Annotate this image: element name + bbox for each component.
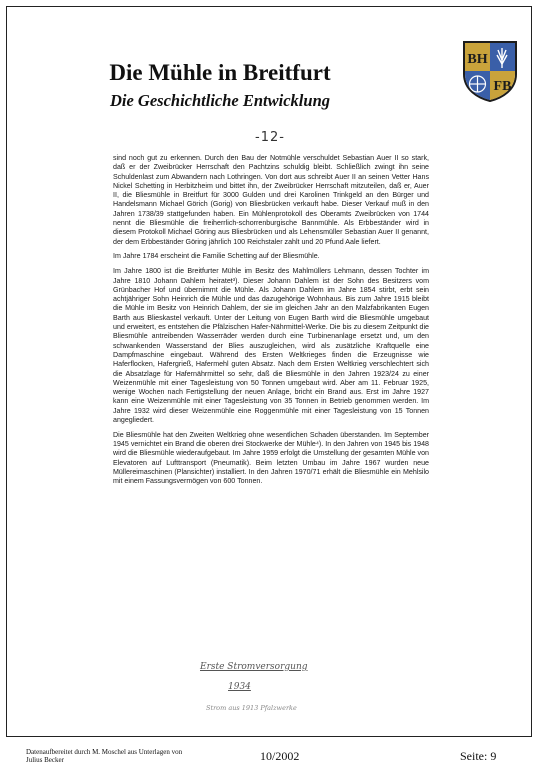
page-number-mark: -12- [255, 130, 285, 145]
paragraph-3: Im Jahre 1800 ist die Breitfurter Mühle im Besitz des Mahlmüllers Lehmann, dessen Tochter im Jahre 1810 Johann Dahlem heiratet³). Dieser Johann Dahlem ist der Sohn des Besitzers vom Grünbacher Hof und übernimmt die Mühle. Als Johann Dahlem im Jahre 1854 stirbt, erbt sein achtjähriger Sohn Heinrich die Mühle und das dazugehörige Wohnhaus. Bis zum Jahre 1915 bleibt die Mühle im Besitz von Heinrich Dahlem, der sie im gleichen Jahr an den Malzfabrikanten Eugen Barth aus Blieskastel verkauft. Unter der Leitung von Eugen Barth wird die Bliesmühle umgebaut und erweitert, es entstehen die Pfälzischen Hafer-Nährmittel-Werke. Die bis zu diesem Zeitpunkt die Bliesmühle antreibenden Wasserräder werden durch eine Turbinenanlage ersetzt und, um den schwankenden Wasserstand der Blies auszugleichen, wird als zusätzliche Kraftquelle eine Dampfmaschine eingebaut. Während des Ersten Weltkrieges finden die Erzeugnisse wie Haferflocken, Hafergrieß, Hafermehl guten Absatz. Nach dem Ersten Weltkrieg verschlechtert sich die Absatzlage für Hafernährmittel so sehr, daß die Bliesmühle in den Jahren 1923/24 zu einer Weizenmühle mit einer Tagesleistung von 50 Tonnen umgebaut wird. Aber am 11. Februar 1925, wenige Wochen nach Fertigstellung der neuen Anlage, bricht ein Brand aus. Erst im Jahre 1927 kann eine Weizenmühle mit einer Tagesleistung von 35 Tonnen in Betrieb genommen werden. Im Jahre 1932 wird dieser Weizenmühle eine Roggenmühle mit einer Tagesleistung von 15 Tonnen angegliedert. [113, 267, 429, 425]
paragraph-4: Die Bliesmühle hat den Zweiten Weltkrieg ohne wesentlichen Schaden überstanden. Im September 1945 vernichtet ein Brand die oberen drei Stockwerke der Mühle⁴). In den Jahren von 1945 bis 1948 wird die Bliesmühle wiederaufgebaut. Im Jahre 1959 erfolgt die Umstellung der gesamten Mühle von Elevatoren auf Lufttransport (Pneumatik). Beim letzten Umbau im Jahre 1967 wurden neue Müllereimaschinen (Plansichter) installiert. In den Jahren 1970/71 erhält die Bliesmühle ein Mehlsilo mit einem Fassungsvermögen von 600 Tonnen. [113, 430, 429, 486]
paragraph-2: Im Jahre 1784 erscheint die Familie Schetting auf der Bliesmühle. [113, 252, 320, 261]
footer-credit [26, 748, 246, 764]
handwritten-line-2: 1934 [228, 682, 251, 692]
crest-letters-fb: FB [493, 79, 512, 94]
footer-page-number: Seite: 9 [460, 749, 497, 763]
mill-wheel-icon [470, 76, 486, 92]
handwritten-note [200, 662, 360, 724]
page-subtitle: Die Geschichtliche Entwicklung [109, 91, 330, 110]
handwritten-line-3: Strom aus 1913 Pfalzwerke [206, 704, 297, 712]
paragraph-1: sind noch gut zu erkennen. Durch den Bau der Notmühle verschuldet Sebastian Auer II so stark, daß er der Zweibrücker Herrschaft den Pachtzins schuldig bleibt. Schließlich zwingt ihn seine Schuldenlast zum Abwandern nach Lothringen. Von dort aus schreibt Auer II an seinen Vetter Hans Nickel Schetting in Herbitzheim und bittet ihn, der Zweibrücker Herrschaft mitzuteilen, daß er, Auer II, die Bliesmühle in Breitfurt für 3000 Gulden und drei Karolinen Trinkgeld an den Bürger und Handelsmann Michael Görich (Gorig) von Bliesbrücken verkauft habe. Dieser Verkauf muß in den Jahren 1738/39 stattgefunden haben. Ein Mühlenprotokoll des Oberamts Zweibrücken von 1744 nennt die Bliesmühle die freiherrlich-schorrenburgische Bannmühle. Als Erbbeständer wird in diesem Protokoll Michael Göring aus Bliesbrücken und als Lehensmüller Sebastian Auer II genannt, der dem Erbbeständer Göring jährlich 100 Reichstaler zahlt und 20 Pfund Aale liefert. [113, 154, 429, 246]
footer-credit-line-2: Julius Becker [26, 756, 64, 764]
footer-credit-line-1: Datenaufbereitet durch M. Moschel aus Unterlagen von [26, 748, 183, 756]
footer-date: 10/2002 [260, 749, 300, 763]
crest-letters-bh: BH [467, 52, 488, 67]
handwritten-line-1: Erste Stromversorgung [200, 662, 308, 672]
coat-of-arms-icon [462, 40, 518, 102]
scanned-text-block [113, 154, 429, 492]
page-title: Die Mühle in Breitfurt [109, 60, 331, 85]
